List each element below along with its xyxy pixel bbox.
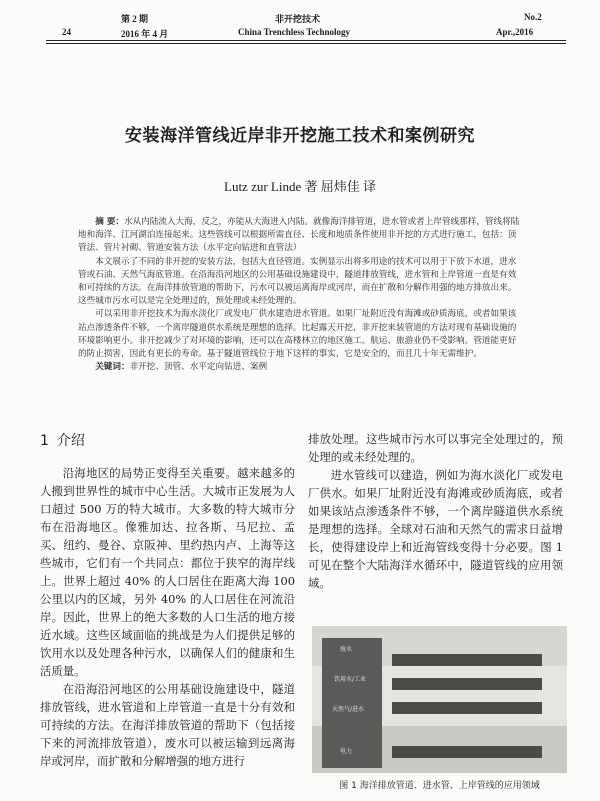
body-paragraph-continued: 排放处理。这些城市污水可以事完全处理过的，预处理的或未经处理的。	[308, 432, 563, 464]
figure-pipe	[392, 702, 542, 714]
journal-name-en: China Trenchless Technology	[238, 27, 351, 37]
abstract-para-3: 可以采用非开挖技术为海水淡化厂或发电厂供水建造进水管道。如果厂址附近没有海滩或砂质海底，或者如果该站点渗透条件不够，一个离岸隧道供水系统是理想的选择。比起露天开挖，非开挖来装管道的方法对现有基础设施的环境影响更小。非开挖减少了对环境的影响，还可以在高楼林立的地区施工。航运、旅游业仍不受影响。管道能更好的防止损害，因此有更长的寿命。基于隧道管线位于地下这样的事实，它是安全的，而且几十年无需维护。	[78, 309, 517, 360]
abstract-label: 摘 要：	[95, 217, 124, 227]
article-authors: Lutz zur Linde 著 屈炜佳 译	[224, 179, 376, 194]
keywords-label: 关键词：	[95, 362, 130, 373]
figure-1	[312, 626, 567, 773]
body-right-column	[308, 430, 563, 592]
figure-label: 废水	[340, 646, 353, 653]
figure-caption: 图 1 海洋排放管道、进水管、上岸管线的应用领域	[339, 781, 540, 791]
figure-label: 饮用水/工业	[334, 676, 367, 683]
body-paragraph: 进水管线可以建造，例如为海水淡化厂或发电厂供水。如果厂址附近没有海滩或砂质海底，或者如果该站点渗透条件不够，一个离岸隧道供水系统是理想的选择。全球对石油和天然气的需求日益增长，使得建设岸上和近海管线变得十分必要。图 1 可见在整个大陆海洋水循环中，隧道管线的应用领域。	[308, 468, 563, 590]
figure-pipe	[392, 678, 542, 690]
figure-label: 天然气/进水	[332, 706, 365, 713]
header-rule-top	[46, 40, 566, 41]
figure-pipe	[392, 654, 542, 666]
journal-name-cn: 非开挖技术	[275, 14, 321, 24]
date-cn: 2016 年 4 月	[121, 29, 169, 39]
abstract-para-1: 摘 要：水从内陆流入大海，反之，亦能从大海进入内陆。就像海洋排管道，进水管或者上岸管线那样，管线将陆地和海洋、江河湖泊连接起来。这些管线可以根据所需直径、长度和地质条件使用非开挖的方式进行施工，包括：顶管法、管片衬砌、管道安装方法（水平定向钻进和直管法）	[78, 217, 520, 254]
abstract-para-2: 本文展示了不同的非开挖的安装方法，包括大直径管道。实例显示出将多用途的技术可以用于下放下水道，进水管或石油、天然气海底管道。在沿海沿河地区的公用基础设施建设中，隧道排放管线，进水管和上岸管道一直是有效和可持续的方法。在海洋排放管道的帮助下，污水可以被运离海岸或河岸，而在扩散和分解作用强的地方排放出来。这些城市污水可以是完全处理过的，预处理或未经处理的。	[78, 256, 517, 307]
abstract	[78, 216, 522, 374]
keywords-text: 非开挖、顶管、水平定向钻进、案例	[129, 362, 268, 373]
body-paragraph: 在沿海沿河地区的公用基础设施建设中，隧道排放管线，进水管道和上岸管道一直是十分有效和可持续的方法。在海洋排放管道的帮助下（包括接下来的河流排放管道），废水可以被运输到远离海岸或河岸，而扩散和分解增强的地方进行	[40, 682, 295, 768]
header-rule-bottom	[46, 43, 566, 44]
keywords	[78, 361, 522, 374]
section-heading	[40, 432, 295, 450]
date-en: Apr.,2016	[496, 27, 534, 37]
issue-number: No.2	[524, 12, 542, 22]
body-paragraph: 沿海地区的局势正变得至关重要。越来越多的人搬到世界性的城市中心生活。大城市正发展为人口超过 500 万的特大城市。大多数的特大城市分布在沿海地区。像雅加达、拉各斯、马尼拉、孟买、纽约、曼谷、京阪神、里约热内卢、上海等这些城市，它们有一个共同点：都位于狭窄的海岸线上。世界上超过 40% 的人口居住在距离大海 100 公里以内的区域，另外 40% 的人口居住在河流沿岸。因此，世界上的绝大多数的人口生活的地方接近水域。这些区域面临的挑战是为人们提供足够的饮用水以及处理各种污水，以确保人们的健康和生活质量。	[40, 466, 295, 678]
figure-pipe	[392, 746, 542, 758]
page-number: 24	[62, 27, 71, 37]
section-title: 介绍	[56, 433, 85, 449]
article-title: 安装海洋管线近岸非开挖施工技术和案例研究	[125, 126, 475, 146]
figure-label: 电力	[340, 748, 353, 755]
running-header	[0, 0, 600, 60]
section-number: 1	[40, 433, 49, 449]
issue-label: 第 2 期	[121, 14, 149, 24]
body-left-column	[40, 430, 295, 770]
